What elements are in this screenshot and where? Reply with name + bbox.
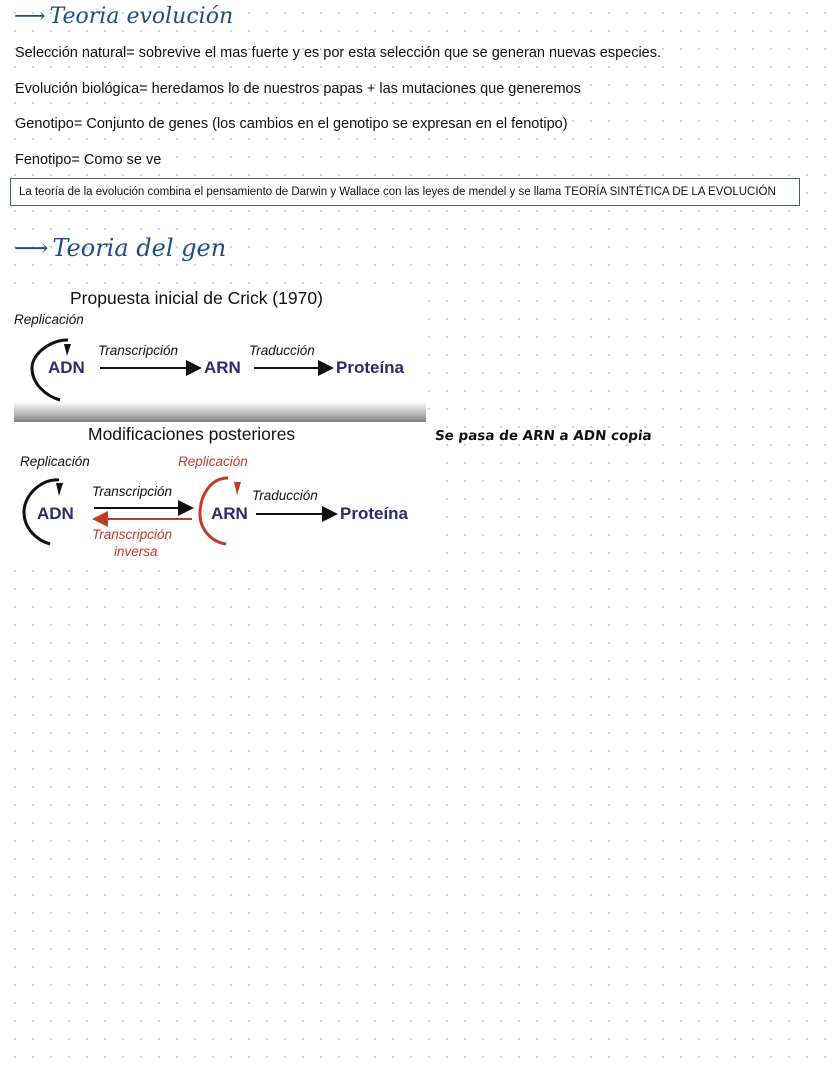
reverse-transcription-label: Transcripción [92, 527, 173, 542]
section-title: Teoria evolución [49, 4, 234, 29]
transcription-label: Transcripción [92, 484, 173, 499]
diagram-title: Modificaciones posteriores [88, 424, 296, 444]
right-arrow-icon: ⟶ [14, 234, 49, 262]
diagram-title: Propuesta inicial de Crick (1970) [70, 288, 323, 308]
dna-node: ADN [37, 504, 74, 523]
note-line-biological-evolution: Evolución biológica= heredamos lo de nuestros papas + las mutaciones que generemos [15, 81, 581, 97]
crick-initial-diagram [14, 284, 426, 424]
dna-node: ADN [48, 358, 85, 377]
note-line-phenotype: Fenotipo= Como se ve [15, 152, 162, 168]
rna-replication-arrowhead-icon [234, 482, 241, 495]
reverse-transcription-label-2: inversa [114, 544, 158, 559]
handwritten-note: Se pasa de ARN a ADN copia [434, 428, 653, 444]
dna-replication-arrowhead-icon [56, 483, 63, 496]
replication-arrowhead-icon [64, 344, 71, 356]
protein-node: Proteína [340, 504, 409, 523]
note-line-genotype: Genotipo= Conjunto de genes (los cambios en el genotipo se expresan en el fenotipo) [15, 116, 568, 132]
right-arrow-icon: ⟶ [14, 4, 46, 29]
translation-label: Traducción [249, 343, 315, 358]
section-title: Teoria del gen [52, 234, 227, 262]
later-modifications-diagram [10, 422, 430, 567]
section-heading-gene-theory [14, 234, 226, 262]
protein-node: Proteína [336, 358, 405, 377]
rna-replication-label: Replicación [178, 454, 248, 469]
translation-label: Traducción [252, 488, 318, 503]
replication-label: Replicación [14, 312, 84, 327]
dna-replication-label: Replicación [20, 454, 90, 469]
transcription-label: Transcripción [98, 343, 179, 358]
note-line-natural-selection: Selección natural= sobrevive el mas fuerte y es por esta selección que se generan nuevas especies. [15, 45, 662, 61]
section-heading-evolution [14, 4, 233, 29]
rna-node: ARN [204, 358, 241, 377]
rna-node: ARN [211, 504, 248, 523]
synthetic-theory-box: La teoría de la evolución combina el pensamiento de Darwin y Wallace con las leyes de mendel y se llama TEORÍA SINTÉTICA DE LA EVOLUCIÓN [10, 178, 800, 206]
